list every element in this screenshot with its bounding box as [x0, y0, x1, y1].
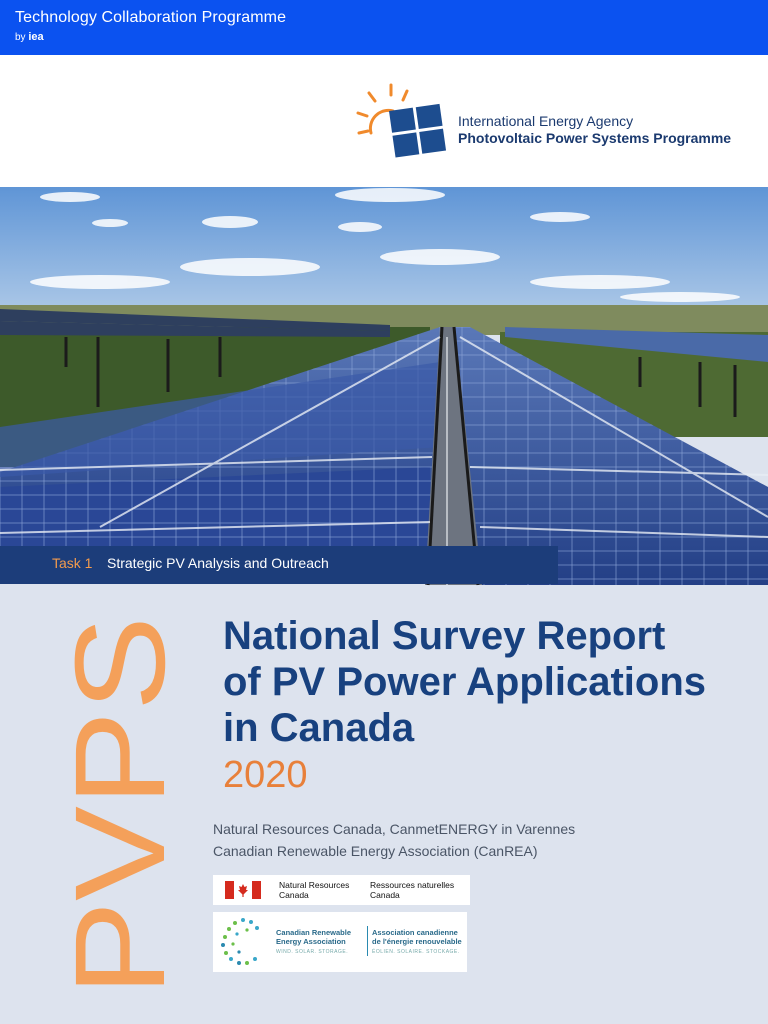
nrcan-en-line2: Canada	[279, 890, 309, 900]
canrea-divider	[367, 926, 368, 956]
title-line-2: of PV Power Applications	[223, 660, 707, 704]
canrea-en-line1: Canadian Renewable	[276, 928, 352, 937]
author-nrcan: Natural Resources Canada, CanmetENERGY in Varennes	[213, 821, 576, 837]
iea-pvps-sun-panel-logo	[355, 81, 447, 163]
top-banner	[0, 0, 768, 55]
nrcan-fr	[370, 880, 454, 900]
canada-flag-icon	[225, 881, 261, 899]
iea-name: International Energy Agency	[458, 113, 634, 129]
canrea-logo	[213, 912, 467, 972]
canrea-en-tagline: WIND. SOLAR. STORAGE.	[276, 949, 349, 955]
canrea-fr-line2: de l'énergie renouvelable	[372, 937, 462, 946]
pvps-vertical-brand	[40, 610, 192, 1000]
logo-band	[0, 55, 768, 187]
pvps-programme-name: Photovoltaic Power Systems Programme	[458, 130, 732, 146]
programme-name: Technology Collaboration Programme	[15, 9, 287, 26]
canrea-en-line2: Energy Association	[276, 937, 346, 946]
iea-pvps-logo-text	[458, 113, 731, 147]
canrea-fr-line1: Association canadienne	[372, 928, 458, 937]
nrcan-fr-line1: Ressources naturelles	[370, 880, 455, 890]
by-iea	[15, 31, 44, 43]
by-prefix: by	[15, 32, 26, 43]
pvps-vertical-text: PVPS	[49, 654, 192, 996]
nrcan-en-line1: Natural Resources	[279, 880, 350, 890]
canrea-en	[276, 928, 351, 957]
title-line-3: in Canada	[223, 706, 415, 750]
solar-field-photo	[0, 187, 768, 585]
canrea-dots-icon	[217, 916, 271, 968]
nrcan-fr-line2: Canada	[370, 890, 400, 900]
task-number: Task 1	[52, 555, 93, 571]
report-title	[223, 613, 706, 751]
report-year: 2020	[223, 754, 308, 796]
nrcan-logo	[213, 875, 470, 905]
author-canrea: Canadian Renewable Energy Association (CanREA)	[213, 843, 538, 859]
iea-wordmark: iea	[28, 31, 44, 43]
title-line-1: National Survey Report	[223, 614, 666, 658]
nrcan-en	[279, 880, 349, 900]
task-bar	[0, 546, 558, 584]
task-title: Strategic PV Analysis and Outreach	[107, 555, 329, 571]
canrea-fr	[372, 928, 462, 957]
canrea-fr-tagline: ÉOLIEN. SOLAIRE. STOCKAGE.	[372, 949, 460, 955]
